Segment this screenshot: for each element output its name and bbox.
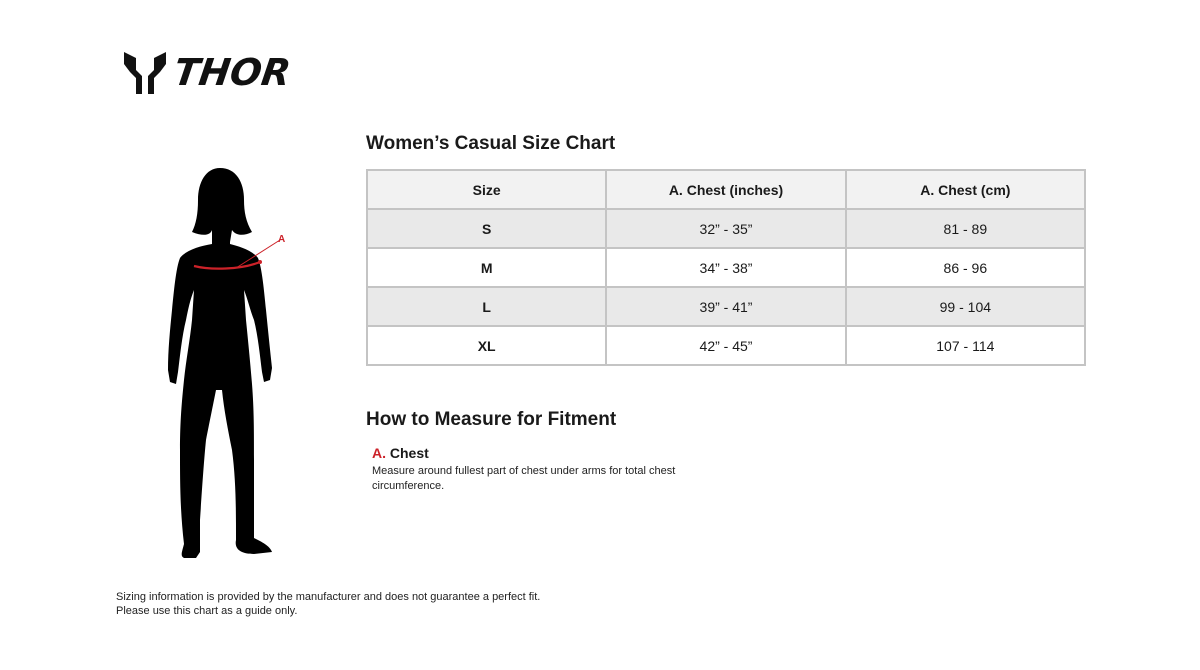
chest-cm-cell: 86 - 96: [846, 248, 1085, 287]
disclaimer-line: Sizing information is provided by the manufacturer and does not guarantee a perfect fit.: [116, 591, 541, 603]
measure-item-heading: [372, 445, 712, 462]
chest-cm-cell: 107 - 114: [846, 326, 1085, 365]
chest-inches-cell: 39” - 41”: [606, 287, 845, 326]
measure-item-description: Measure around fullest part of chest under arms for total chest circumference.: [372, 465, 676, 492]
female-silhouette-icon: [150, 160, 300, 570]
brand-logo: [122, 50, 302, 96]
chest-inches-cell: 32” - 35”: [606, 209, 845, 248]
table-header-row: [367, 170, 1085, 209]
column-header-chest-cm: A. Chest (cm): [846, 170, 1085, 209]
measure-item-chest: [372, 445, 712, 494]
table-row: [367, 248, 1085, 287]
size-chart-table: [366, 169, 1086, 366]
chest-cm-cell: 99 - 104: [846, 287, 1085, 326]
figure-marker-label: A: [278, 234, 286, 245]
size-cell: M: [367, 248, 606, 287]
chest-cm-cell: 81 - 89: [846, 209, 1085, 248]
chest-inches-cell: 42” - 45”: [606, 326, 845, 365]
measure-section-title: How to Measure for Fitment: [366, 409, 617, 430]
chest-inches-cell: 34” - 38”: [606, 248, 845, 287]
table-row: [367, 209, 1085, 248]
table-row: [367, 287, 1085, 326]
measure-item-letter: A.: [372, 445, 386, 461]
measure-item-label: Chest: [389, 445, 429, 461]
column-header-chest-inches: A. Chest (inches): [606, 170, 845, 209]
sizing-disclaimer: [116, 590, 540, 618]
disclaimer-line: Please use this chart as a guide only.: [116, 605, 298, 617]
size-chart-title: Women’s Casual Size Chart: [366, 133, 616, 154]
table-row: [367, 326, 1085, 365]
size-cell: S: [367, 209, 606, 248]
size-cell: XL: [367, 326, 606, 365]
brand-wordmark: THOR: [171, 51, 294, 94]
size-cell: L: [367, 287, 606, 326]
column-header-size: Size: [367, 170, 606, 209]
thor-emblem-icon: [122, 50, 168, 96]
